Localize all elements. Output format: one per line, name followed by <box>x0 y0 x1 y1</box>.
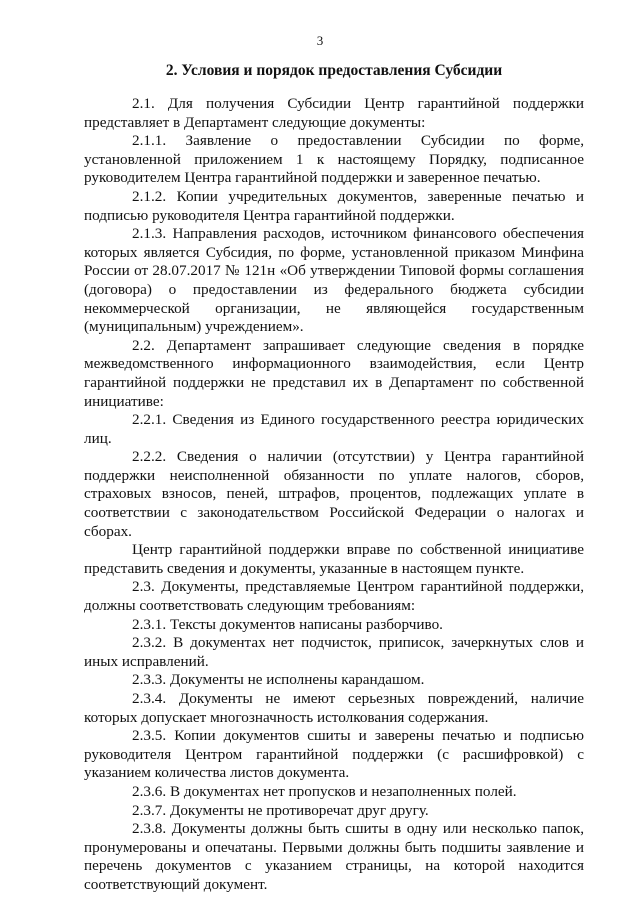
paragraph-2-1-1: 2.1.1. Заявление о предоставлении Субсидии по форме, установленной приложением 1 к настоящему Порядку, подписанное руководителем Центра гарантийной поддержки и заверенное печатью. <box>84 132 584 187</box>
paragraph-2-2-2: 2.2.2. Сведения о наличии (отсутствии) у Центра гарантийной поддержки неисполненной обязанности по уплате налогов, сборов, страховых взносов, пеней, штрафов, процентов, подлежащих уплате в соответствии с законодательством Российской Федерации о налогах и сборах. <box>84 448 584 540</box>
section-title: 2. Условия и порядок предоставления Субсидии <box>165 62 503 79</box>
paragraph-2-3-2: 2.3.2. В документах нет подчисток, приписок, зачеркнутых слов и иных исправлений. <box>84 634 584 670</box>
paragraph-2-1: 2.1. Для получения Субсидии Центр гарантийной поддержки представляет в Департамент следующие документы: <box>84 95 584 131</box>
paragraph-2-3-6: 2.3.6. В документах нет пропусков и незаполненных полей. <box>132 782 517 800</box>
page-number: 3 <box>316 33 324 48</box>
paragraph-2-3-8: 2.3.8. Документы должны быть сшиты в одну или несколько папок, пронумерованы и опечатаны. Первыми должны быть подшиты заявление и перечень документов с указанием страницы, на которой находится соответствующий документ. <box>84 820 584 893</box>
paragraph-2-3-5: 2.3.5. Копии документов сшиты и заверены печатью и подписью руководителя Центром гарантийной поддержки (с расшифровкой) с указанием количества листов документа. <box>84 727 584 782</box>
paragraph-2-3-4: 2.3.4. Документы не имеют серьезных повреждений, наличие которых допускает многозначность истолкования содержания. <box>84 690 584 726</box>
paragraph-2-3-3: 2.3.3. Документы не исполнены карандашом. <box>132 671 425 689</box>
paragraph-2-3: 2.3. Документы, представляемые Центром гарантийной поддержки, должны соответствовать следующим требованиям: <box>84 578 584 615</box>
paragraph-2-2-1: 2.2.1. Сведения из Единого государственного реестра юридических лиц. <box>84 411 584 447</box>
document-body <box>84 95 584 895</box>
paragraph-2-3-7: 2.3.7. Документы не противоречат друг другу. <box>132 801 429 819</box>
paragraph-2-1-3: 2.1.3. Направления расходов, источником финансового обеспечения которых является Субсидия, по форме, установленной приказом Минфина России от 28.07.2017 № 121н «Об утверждении Типовой формы соглашения (договора) о предоставлении из федерального бюджета субсидии некоммерческой организации, не являющейся государственным (муниципальным) учреждением». <box>84 225 584 336</box>
paragraph-2-1-2: 2.1.2. Копии учредительных документов, заверенные печатью и подписью руководителя Центра гарантийной поддержки. <box>84 187 584 224</box>
paragraph-center-right: Центр гарантийной поддержки вправе по собственной инициативе представить сведения и документы, указанные в настоящем пункте. <box>84 541 584 577</box>
paragraph-2-2: 2.2. Департамент запрашивает следующие сведения в порядке межведомственного информационного взаимодействия, если Центр гарантийной поддержки не представил их в Департамент по собственной инициативе: <box>84 336 584 410</box>
paragraph-2-3-1: 2.3.1. Тексты документов написаны разборчиво. <box>132 615 443 633</box>
